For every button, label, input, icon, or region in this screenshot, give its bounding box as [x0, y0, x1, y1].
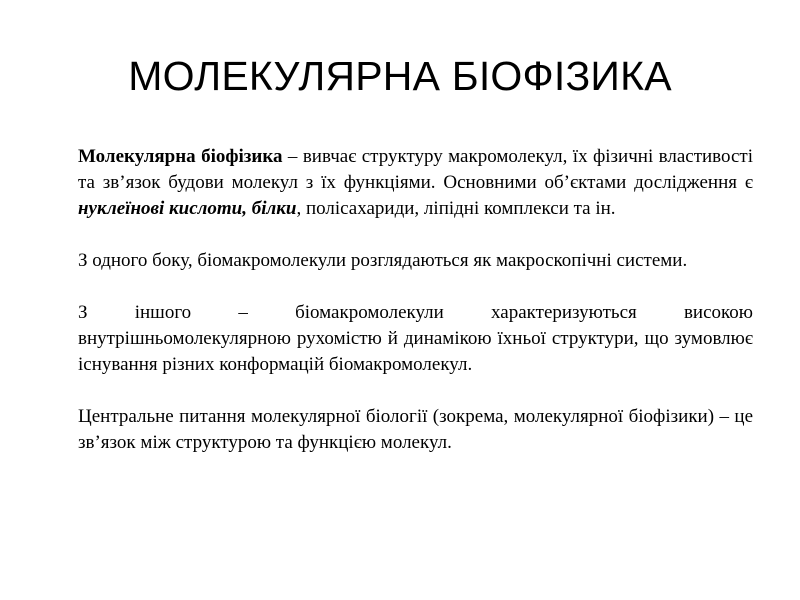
definition-text-a: – вивчає структуру макромолекул, їх фізичні властивості та зв’язок будови молекул з їх функціями. Основними об’єктами дослідження є	[78, 146, 753, 193]
slide-body	[78, 144, 753, 456]
definition-text-c: , полісахариди, ліпідні комплекси та ін.	[296, 198, 616, 219]
emphasis-proteins: білки	[251, 198, 297, 219]
paragraph-dynamics: З іншого – біомакромолекули характеризуються високою внутрішньомолекулярною рухомістю й динамікою їхньої структури, що зумовлює існування різних конформацій біомакромолекул.	[78, 302, 753, 375]
slide-title: МОЛЕКУЛЯРНА БІОФІЗИКА	[128, 53, 672, 99]
term-molecular-biophysics: Молекулярна біофізика	[78, 146, 283, 167]
emphasis-nucleic-acids: нуклеїнові кислоти,	[78, 198, 247, 219]
paragraph-definition	[78, 144, 753, 222]
paragraph-macroscopic: З одного боку, біомакромолекули розглядаються як макроскопічні системи.	[78, 250, 688, 271]
paragraph-central-question: Центральне питання молекулярної біології (зокрема, молекулярної біофізики) – це зв’язок між структурою та функцією молекул.	[78, 406, 753, 453]
